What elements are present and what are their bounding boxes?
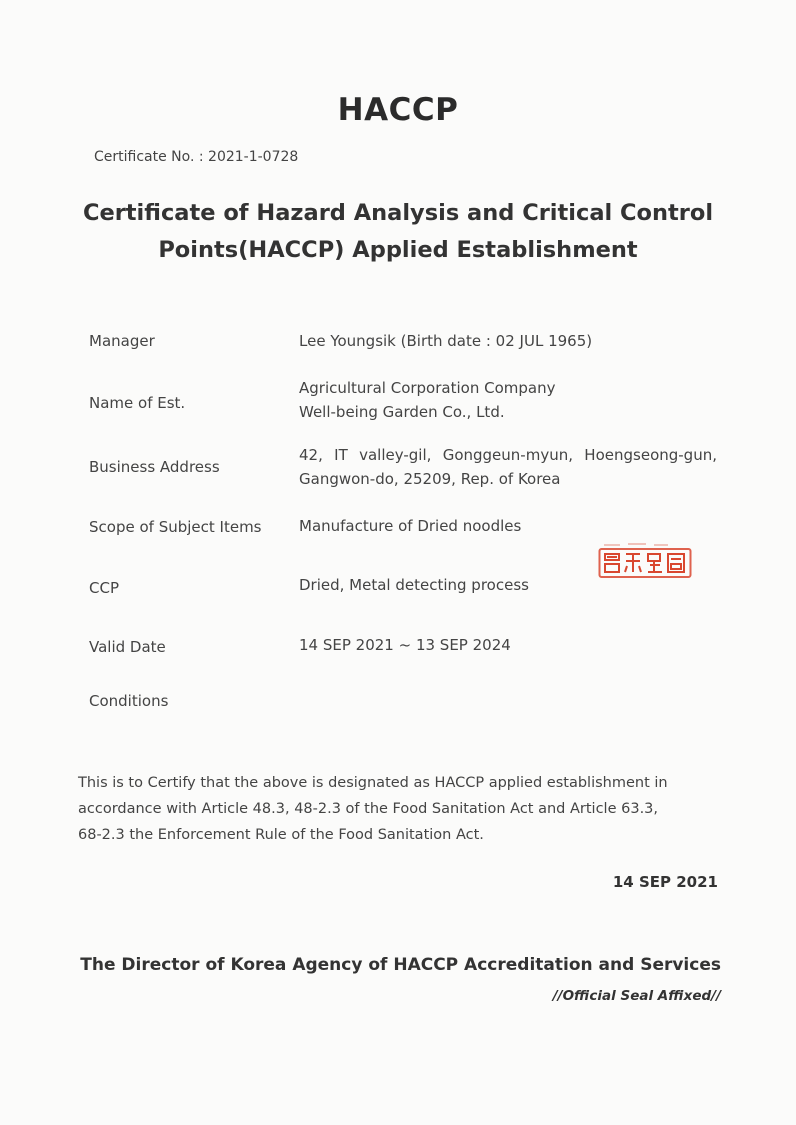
statement-line2: accordance with Article 48.3, 48-2.3 of the Food Sanitation Act and Article 63.3, [78,801,659,817]
official-seal-stamp [598,541,692,579]
scope-label: Scope of Subject Items [89,518,262,536]
issue-date: 14 SEP 2021 [612,873,718,891]
name-of-est-line1: Agricultural Corporation Company [299,379,556,397]
page-title: HACCP [337,92,459,128]
business-address-label: Business Address [89,458,220,476]
certificate-number: Certificate No. : 2021-1-0728 [94,149,299,165]
business-address-value [299,443,717,491]
manager-value: Lee Youngsik (Birth date : 02 JUL 1965) [299,332,593,350]
official-seal-note: //Official Seal Affixed// [552,988,721,1004]
statement-line1: This is to Certify that the above is designated as HACCP applied establishment in [78,775,668,791]
ccp-value: Dried, Metal detecting process [299,576,529,594]
conditions-label: Conditions [89,692,169,710]
business-address-line2: Gangwon-do, 25209, Rep. of Korea [299,470,561,488]
statement-line3: 68-2.3 the Enforcement Rule of the Food Sanitation Act. [78,827,484,843]
scope-value: Manufacture of Dried noodles [299,517,522,535]
certification-statement [78,770,718,848]
valid-date-value: 14 SEP 2021 ~ 13 SEP 2024 [299,636,511,654]
certificate-title-line1: Certificate of Hazard Analysis and Critical Control [82,200,714,226]
certificate-title [0,195,796,269]
name-of-est-value [299,376,555,424]
valid-date-label: Valid Date [89,638,166,656]
business-address-line1: 42, IT valley-gil, Gonggeun-myun, Hoengseong-gun, [299,446,717,464]
name-of-est-line2: Well-being Garden Co., Ltd. [299,403,505,421]
ccp-label: CCP [89,579,119,597]
certificate-title-line2: Points(HACCP) Applied Establishment [158,237,638,263]
name-of-est-label: Name of Est. [89,394,186,412]
manager-label: Manager [89,332,155,350]
director-signature: The Director of Korea Agency of HACCP Accreditation and Services [80,955,721,975]
seal-icon [598,541,692,579]
